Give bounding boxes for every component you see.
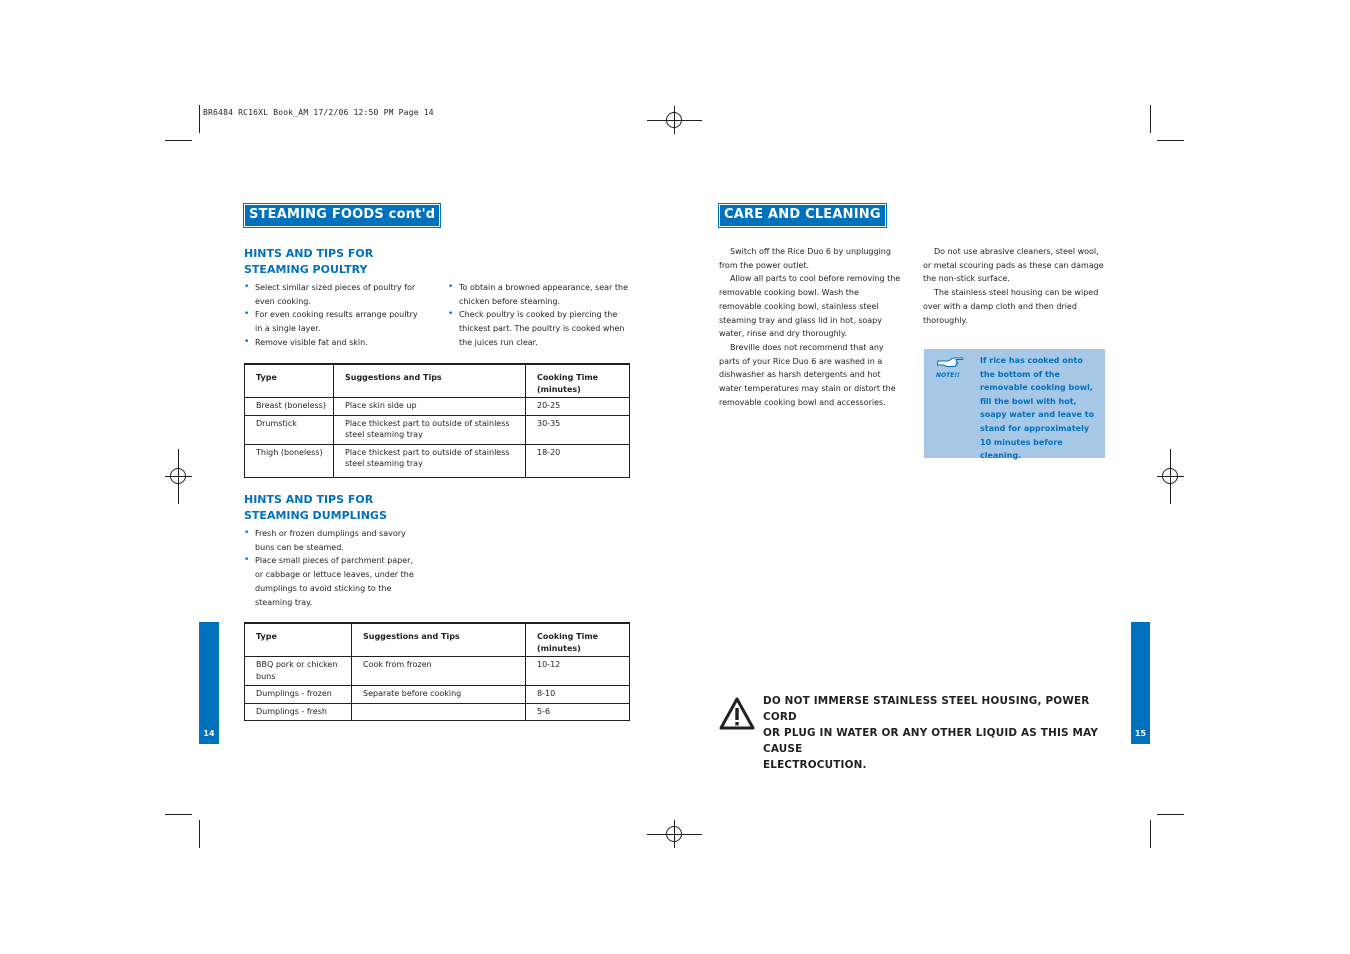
page-number-tab bbox=[1131, 622, 1150, 744]
table-cell: Place skin side up bbox=[334, 398, 526, 416]
table-cell: Dumplings - fresh bbox=[245, 703, 352, 721]
table-cell: 8-10 bbox=[526, 686, 630, 704]
crop-mark bbox=[1157, 814, 1184, 815]
paragraph: Switch off the Rice Duo 6 by unplugging from the power outlet. bbox=[719, 247, 891, 270]
dumplings-heading-line2: STEAMING DUMPLINGS bbox=[244, 509, 387, 522]
column-header-type: Type bbox=[245, 364, 334, 398]
poultry-heading-line1: HINTS AND TIPS FOR bbox=[244, 247, 374, 260]
care-column-2 bbox=[923, 245, 1107, 327]
dumplings-tips bbox=[244, 527, 422, 609]
list-item bbox=[244, 308, 424, 335]
list-item-text: Remove visible fat and skin. bbox=[255, 337, 368, 347]
pointing-hand-icon bbox=[936, 356, 964, 372]
column-header-tips: Suggestions and Tips bbox=[334, 364, 526, 398]
bullet-icon: • bbox=[244, 528, 250, 538]
table-cell: Place thickest part to outside of stainless steel steaming tray bbox=[334, 415, 526, 444]
list-item bbox=[244, 281, 424, 308]
paragraph: Allow all parts to cool before removing the removable cooking bowl. Wash the removable cooking bowl, stainless steel steaming tray and glass lid in hot, soapy water, rinse and dry thoroughly. bbox=[719, 274, 901, 339]
table-cell: 18-20 bbox=[526, 444, 630, 477]
paragraph: The stainless steel housing can be wiped over with a damp cloth and then dried thoroughly. bbox=[923, 288, 1099, 325]
list-item bbox=[448, 281, 632, 308]
page-number: 14 bbox=[203, 729, 215, 738]
bullet-icon: • bbox=[448, 282, 454, 292]
page-number-tab bbox=[199, 622, 219, 744]
table-cell: 30-35 bbox=[526, 415, 630, 444]
column-header-time: Cooking Time (minutes) bbox=[526, 364, 630, 398]
crop-mark bbox=[1157, 140, 1184, 141]
table-cell: Drumstick bbox=[245, 415, 334, 444]
table-cell: Thigh (boneless) bbox=[245, 444, 334, 477]
page-title: CARE AND CLEANING bbox=[720, 205, 885, 226]
table-header-row bbox=[245, 623, 630, 657]
table-cell bbox=[352, 703, 526, 721]
list-item bbox=[244, 554, 422, 609]
list-item-text: To obtain a browned appearance, sear the chicken before steaming. bbox=[459, 283, 629, 306]
table-cell: 20-25 bbox=[526, 398, 630, 416]
table-row bbox=[245, 686, 630, 704]
list-item bbox=[244, 527, 422, 554]
table-cell: Place thickest part to outside of stainless steel steaming tray bbox=[334, 444, 526, 477]
print-slug: BR6484 RC16XL Book_AM 17/2/06 12:50 PM Page 14 bbox=[203, 108, 434, 117]
warning-line: ELECTROCUTION. bbox=[763, 759, 867, 771]
table-cell: 5-6 bbox=[526, 703, 630, 721]
note-text: If rice has cooked onto the bottom of the removable cooking bowl, fill the bowl with hot, soapy water and leave to stand for approximately 10 minutes before cleaning. bbox=[980, 356, 1095, 461]
dumplings-heading bbox=[244, 492, 387, 524]
table-row bbox=[245, 657, 630, 686]
table-row bbox=[245, 703, 630, 721]
warning-triangle-icon bbox=[719, 697, 755, 731]
poultry-heading bbox=[244, 246, 373, 278]
poultry-cooking-table bbox=[244, 363, 630, 478]
column-header-type: Type bbox=[245, 623, 352, 657]
table-row bbox=[245, 415, 630, 444]
crop-mark bbox=[1150, 105, 1151, 133]
poultry-tips-col2 bbox=[448, 281, 632, 350]
table-cell: 10-12 bbox=[526, 657, 630, 686]
warning-line: OR PLUG IN WATER OR ANY OTHER LIQUID AS THIS MAY CAUSE bbox=[763, 727, 1099, 755]
list-item bbox=[448, 308, 632, 349]
registration-circle bbox=[1162, 468, 1178, 484]
crop-mark bbox=[199, 105, 200, 133]
left-page-title-box bbox=[243, 203, 441, 228]
care-column-1 bbox=[719, 245, 901, 409]
crop-mark bbox=[165, 140, 192, 141]
table-row bbox=[245, 444, 630, 477]
page-title: STEAMING FOODS cont'd bbox=[245, 205, 439, 226]
poultry-heading-line2: STEAMING POULTRY bbox=[244, 263, 368, 276]
bullet-icon: • bbox=[448, 309, 454, 320]
crop-mark bbox=[165, 814, 192, 815]
column-header-tips: Suggestions and Tips bbox=[352, 623, 526, 657]
note-label: NOTE!! bbox=[936, 372, 960, 379]
right-page-title-box bbox=[718, 203, 887, 228]
warning-text bbox=[763, 693, 1113, 773]
bullet-icon: • bbox=[244, 336, 250, 347]
paragraph: Breville does not recommend that any parts of your Rice Duo 6 are washed in a dishwasher as harsh detergents and hot water temperatures may stain or distort the removable cooking bowl and accessories. bbox=[719, 342, 896, 407]
bullet-icon: • bbox=[244, 282, 250, 292]
registration-circle bbox=[170, 468, 186, 484]
table-cell: BBQ pork or chicken buns bbox=[245, 657, 352, 686]
list-item-text: Fresh or frozen dumplings and savory buns can be steamed. bbox=[255, 529, 406, 552]
table-cell: Cook from frozen bbox=[352, 657, 526, 686]
bullet-icon: • bbox=[244, 555, 250, 566]
crop-mark bbox=[199, 820, 200, 848]
list-item-text: Place small pieces of parchment paper, or cabbage or lettuce leaves, under the dumplings to avoid sticking to the steaming tray. bbox=[255, 556, 414, 607]
table-cell: Dumplings - frozen bbox=[245, 686, 352, 704]
list-item-text: For even cooking results arrange poultry in a single layer. bbox=[255, 310, 418, 334]
table-row bbox=[245, 398, 630, 416]
table-cell: Breast (boneless) bbox=[245, 398, 334, 416]
page-number: 15 bbox=[1134, 729, 1147, 738]
dumplings-heading-line1: HINTS AND TIPS FOR bbox=[244, 493, 374, 506]
list-item bbox=[244, 336, 424, 350]
registration-circle bbox=[666, 112, 682, 128]
list-item-text: Check poultry is cooked by piercing the thickest part. The poultry is cooked when the juices run clear. bbox=[459, 310, 625, 347]
poultry-tips-col1 bbox=[244, 281, 424, 350]
column-header-time: Cooking Time (minutes) bbox=[526, 623, 630, 657]
paragraph: Do not use abrasive cleaners, steel wool, or metal scouring pads as these can damage the non-stick surface. bbox=[923, 247, 1104, 284]
dumplings-cooking-table bbox=[244, 622, 630, 721]
warning-line: DO NOT IMMERSE STAINLESS STEEL HOUSING, POWER CORD bbox=[763, 695, 1090, 723]
table-cell: Separate before cooking bbox=[352, 686, 526, 704]
bullet-icon: • bbox=[244, 309, 250, 320]
table-header-row bbox=[245, 364, 630, 398]
registration-circle bbox=[666, 826, 682, 842]
list-item-text: Select similar sized pieces of poultry for even cooking. bbox=[255, 283, 416, 306]
crop-mark bbox=[1150, 820, 1151, 848]
note-box bbox=[924, 349, 1105, 461]
